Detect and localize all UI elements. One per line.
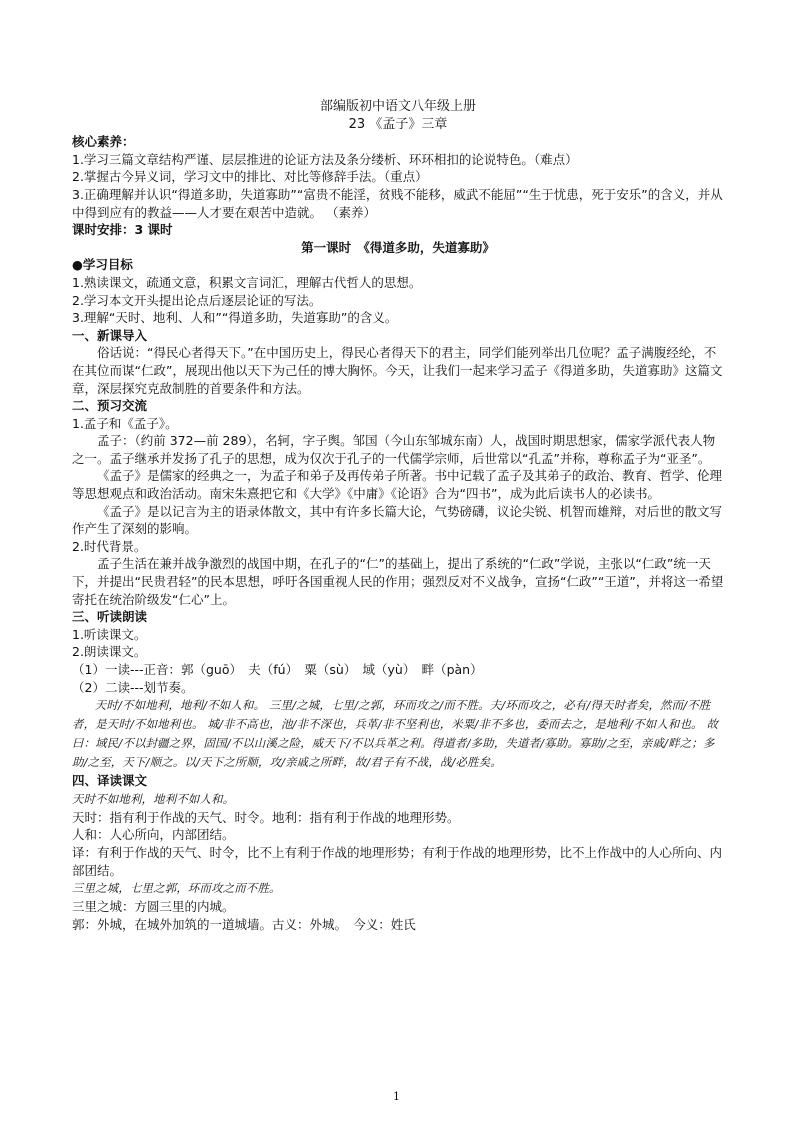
gloss-renhe: 人和：人心所向，内部团结。 [72, 827, 235, 843]
schedule-line: 课时安排：3 课时 [72, 222, 173, 238]
classical-line-1: 天时不如地利，地利不如人和。 [72, 791, 235, 806]
translation-1: 译：有利于作战的天气、时令，比不上有利于作战的地理形势；有利于作战的地理形势，比不上作战中的人心所向、内部团结。 [72, 844, 723, 878]
gloss-guo: 郭：外城，在城外加筑的一道城墙。古义：外城。 今义：姓氏 [72, 916, 416, 932]
core-literacy-heading: 核心素养： [72, 134, 135, 150]
reading-sub-2: 2.朗读课文。 [72, 644, 147, 660]
pronunciation-line: （1）一读---正音：郭（guō） 夫（fú） 粟（sù） 域（yù） 畔（pàn） [72, 662, 483, 677]
goal-2: 2.学习本文开头提出论点后逐层论证的写法。 [72, 292, 322, 308]
core-item-1: 1.学习三篇文章结构严谨、层层推进的论证方法及条分缕析、环环相扣的论说特色。（难点） [72, 151, 578, 167]
lesson-title: 第一课时 《得道多助，失道寡助》 [301, 239, 495, 255]
preview-sub-1: 1.孟子和《孟子》。 [72, 415, 178, 431]
page-number: 1 [393, 1090, 400, 1103]
document-title: 部编版初中语文八年级上册 [319, 99, 476, 114]
background-paragraph: 孟子生活在兼并战争激烈的战国中期，在孔子的“仁”的基础上，提出了系统的“仁政”学说，主张以“仁政”统一天下，并提出“民贵君轻”的民本思想，呼吁各国重视人民的作用；强烈反对不义战争，宣扬“仁政”“王道”，并将这一希望寄托在统治阶级发“仁心”上。 [72, 556, 724, 607]
goal-3: 3.理解“天时、地利、人和”“得道多助，失道寡助”的含义。 [72, 310, 398, 326]
mencius-book-paragraph: 《孟子》是儒家的经典之一，为孟子和弟子及再传弟子所著。书中记载了孟子及其弟子的政治、教育、哲学、伦理等思想观点和政治活动。南宋朱熹把它和《大学》《中庸》《论语》合为“四书”，成为此后读书人的必读书。 [72, 468, 723, 502]
document-page [72, 98, 724, 933]
goal-1: 1.熟读课文，疏通文意，积累文言词汇，理解古代哲人的思想。 [72, 274, 422, 290]
intro-paragraph: 俗话说：“得民心者得天下。”在中国历史上，得民心者得天下的君主，同学们能列举出几位呢？孟子满腹经纶，不在其位而谋“仁政”，展现出他以天下为己任的博大胸怀。今天，让我们一起来学习孟子《得道多助，失道寡助》这篇文章，深层探究克敌制胜的首要条件和方法。 [72, 345, 723, 396]
gloss-tianshi-dili: 天时：指有利于作战的天气、时令。地利：指有利于作战的地理形势。 [72, 809, 460, 825]
rhythm-line: （2）二读---划节奏。 [72, 679, 194, 695]
goals-heading: ●学习目标 [72, 257, 133, 273]
classical-text-rhythm: 天时/不如地利，地利/不如人和。 三里/之城，七里/之郭，环而攻之/而不胜。夫/环而攻之，必有/得天时者矣，然而/不胜者，是天时/不如地利也。 城/非不高也，池/非不深也，兵革/非不坚利也，米粟/非不多也，委而去之，是地利/不如人和也。 故曰：域民/不以封疆之界，固国/不以山溪之险，威天下/不以兵革之利。得道者/多助，失道者/寡助。寡助/之至，亲戚/畔之；多助/之至，天下/顺之。以/天下之所顺，攻/亲戚之所畔，故/君子有不战，战/必胜矣。 [72, 698, 719, 770]
section-heading-translation: 四、译读课文 [72, 773, 148, 789]
gloss-sanlizhicheng: 三里之城：方圆三里的内城。 [72, 899, 235, 915]
section-heading-preview: 二、预习交流 [72, 398, 148, 414]
mencius-bio-paragraph: 孟子：（约前 372—前 289），名轲，字子舆。邹国（今山东邹城东南）人，战国时期思想家，儒家学派代表人物之一。孟子继承并发扬了孔子的思想，成为仅次于孔子的一代儒学宗师，后世常以“孔孟”并称，尊称孟子为“亚圣”。 [72, 433, 716, 466]
core-item-2: 2.掌握古今异义词，学习文中的排比、对比等修辞手法。（重点） [72, 169, 428, 185]
section-heading-reading: 三、听读朗读 [72, 609, 148, 625]
preview-sub-2: 2.时代背景。 [72, 538, 147, 554]
mencius-style-paragraph: 《孟子》是以记言为主的语录体散文，其中有许多长篇大论，气势磅礴，议论尖锐、机智而雄辩，对后世的散文写作产生了深刻的影响。 [72, 503, 723, 537]
chapter-title: 23 《孟子》三章 [348, 116, 448, 132]
core-item-3: 3.正确理解并认识“得道多助，失道寡助”“富贵不能淫，贫贱不能移，威武不能屈”“生于忧患，死于安乐”的含义，并从中得到应有的教益——人才要在艰苦中造就。 （素养） [72, 186, 723, 220]
section-heading-intro: 一、新课导入 [72, 327, 148, 343]
classical-line-2: 三里之城，七里之郭，环而攻之而不胜。 [72, 881, 281, 896]
reading-sub-1: 1.听读课文。 [72, 626, 147, 642]
